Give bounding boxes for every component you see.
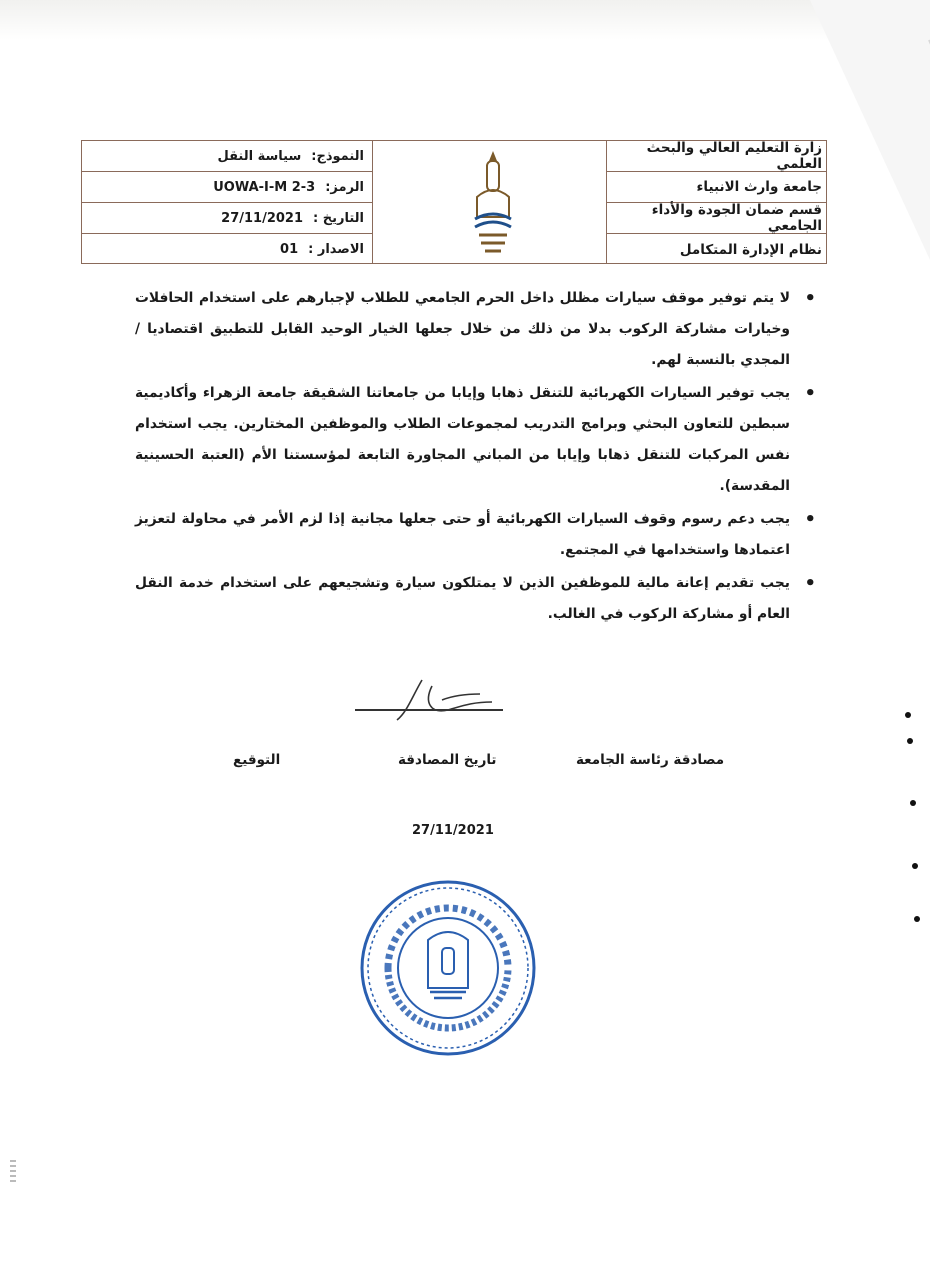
ministry-row: [607, 141, 826, 172]
policy-bullets: [135, 283, 790, 632]
scan-shadow: [0, 0, 930, 40]
form-label: النموذج:: [311, 148, 364, 164]
department-name: قسم ضمان الجودة والأداء الجامعي: [651, 202, 822, 234]
approval-date: 27/11/2021: [412, 823, 494, 838]
university-logo-icon: [471, 147, 515, 259]
policy-bullet: • لا يتم توفير موقف سيارات مظلل داخل الحرم الجامعي للطلاب لإجبارهم على استخدام الحافلات وخيارات مشاركة الركوب بدلا من ذلك من خلال جعلها الخيار الوحيد القابل للتطبيق اقتصاديا / المجدي بالنسبة لهم.: [135, 283, 790, 376]
logo-cell: [372, 141, 607, 263]
system-name: نظام الإدارة المتكامل: [679, 241, 822, 258]
system-row: [607, 234, 826, 265]
document-header: [81, 140, 827, 264]
policy-bullet: • يجب تقديم إعانة مالية للموظفين الذين لا يمتلكون سيارة وتشجيعهم على استخدام خدمة النقل العام أو مشاركة الركوب في الغالب.: [135, 568, 790, 630]
date-label: التاريخ :: [313, 210, 364, 226]
version-row: [82, 234, 372, 265]
date-row: [82, 203, 372, 234]
university-row: [607, 172, 826, 203]
code-label: الرمز:: [325, 179, 364, 195]
signature-line: [355, 709, 503, 711]
handwritten-signature: [352, 672, 502, 742]
approval-label: مصادقة رئاسة الجامعة: [576, 752, 725, 768]
header-meta: [82, 141, 372, 263]
version-value: 01: [280, 242, 299, 257]
policy-bullet: • يجب دعم رسوم وقوف السيارات الكهربائية أو حتى جعلها مجانية إذا لزم الأمر في محاولة لتعزيز اعتمادها واستخدامها في المجتمع.: [135, 504, 790, 566]
version-label: الاصدار :: [308, 242, 364, 257]
policy-bullet: • يجب توفير السيارات الكهربائية للتنقل ذهابا وإيابا من جامعاتنا الشقيقة جامعة الزهراء وأكاديمية سبطين للتعاون البحثي وبرامج التدريب لمجموعات الطلاب والموظفين المختارين. يجب استخدام نفس المركبات للتنقل ذهابا وإيابا من المباني المجاورة التابعة لمؤسستنا الأم (العتبة الحسينية المقدسة).: [135, 378, 790, 502]
code-value: UOWA-I-M 2-3: [213, 179, 316, 195]
official-stamp-icon: [358, 878, 538, 1058]
code-row: [82, 172, 372, 203]
header-institution: [607, 141, 826, 263]
department-row: [607, 203, 826, 234]
scan-specks: [10, 1160, 16, 1184]
date-value: 27/11/2021: [221, 210, 304, 226]
form-value: سياسة النقل: [217, 148, 302, 164]
signature-label: التوقيع: [233, 752, 281, 768]
approval-date-label: تاريخ المصادقة: [398, 752, 497, 768]
university-name: جامعة وارث الانبياء: [696, 179, 822, 195]
page-fold: [810, 0, 930, 260]
ministry-name: زارة التعليم العالي والبحث العلمي: [646, 140, 822, 172]
form-row: [82, 141, 372, 172]
